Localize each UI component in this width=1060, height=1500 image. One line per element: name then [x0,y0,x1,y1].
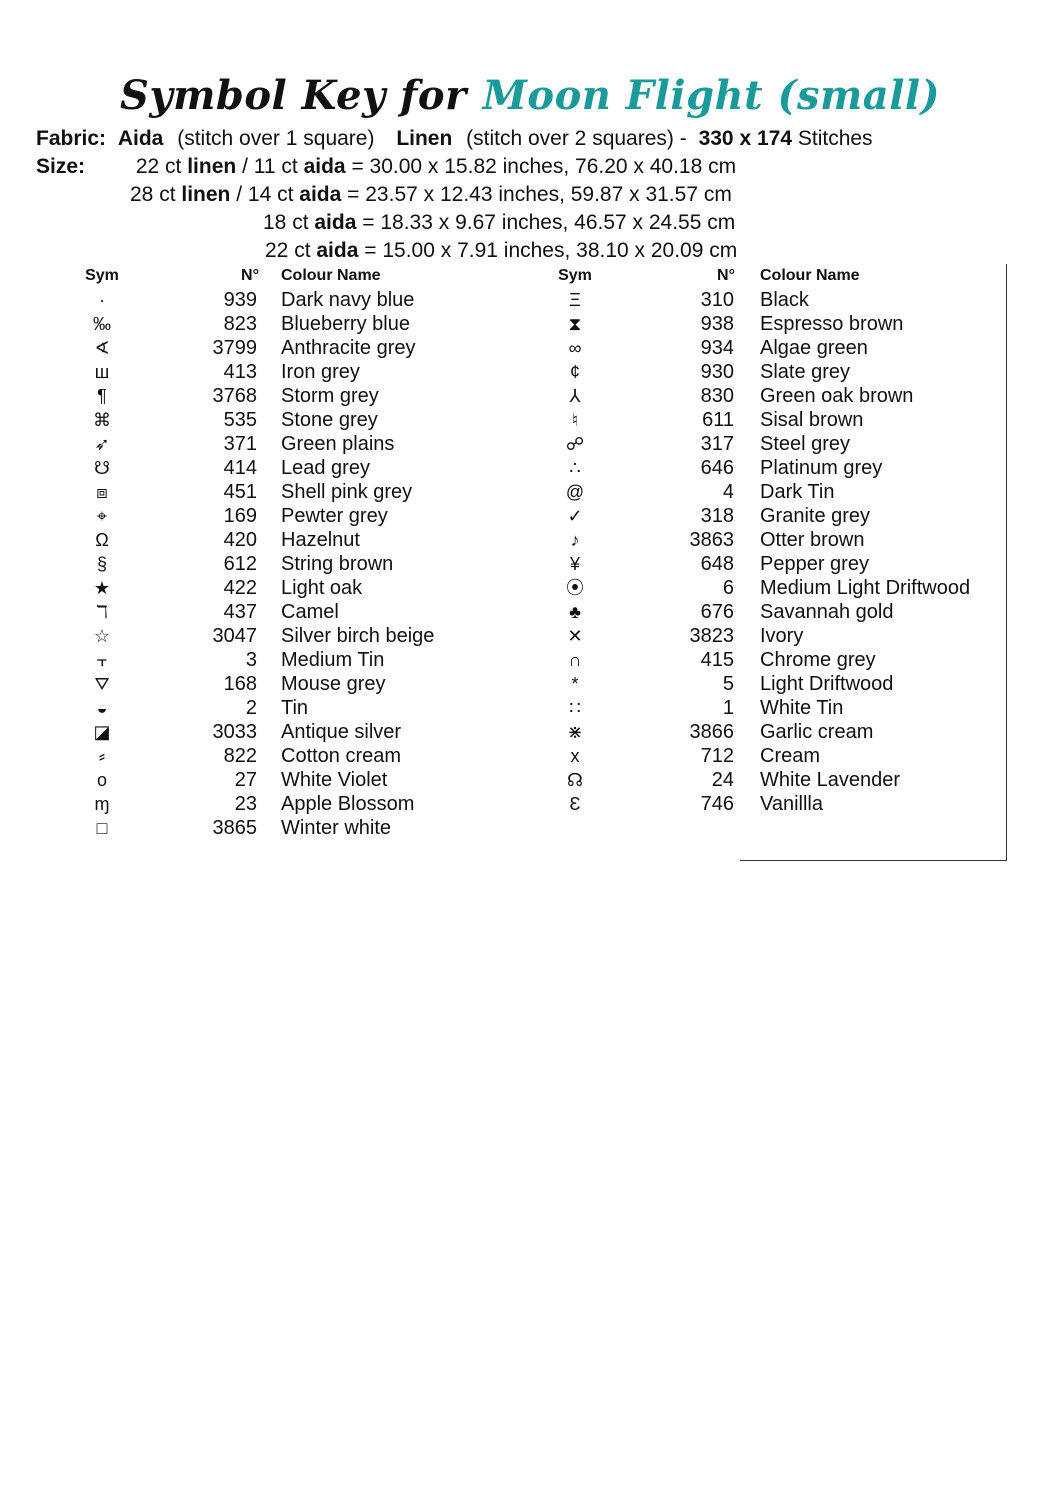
fabric-label: Fabric: [36,127,107,150]
colour-number: 612 [223,553,257,575]
colour-name: Cotton cream [281,745,402,767]
fabric-linen: Linen [396,127,453,150]
stitch-symbol: ⋇ [567,722,583,742]
stitch-symbol: ∴ [569,458,581,478]
colour-name: Silver birch beige [281,625,435,647]
colour-name: Light oak [281,577,363,599]
table-row [545,480,1060,504]
stitch-symbol: ✕ [567,626,583,646]
stitch-symbol: ★ [93,578,111,598]
table-row [545,384,1060,408]
colour-name: Otter brown [760,529,865,551]
table-row [545,456,1060,480]
fabric-aida: Aida [117,127,164,150]
colour-name: Mouse grey [281,673,386,695]
stitch-symbol: ‰ [93,314,111,334]
colour-name: Shell pink grey [281,481,413,503]
stitch-symbol: ♪ [570,530,580,550]
size-line-2 [130,183,732,207]
colour-number: 830 [700,385,734,407]
stitch-symbol: Ω [95,530,109,550]
colour-name: Hazelnut [281,529,360,551]
size-fabric: aida [316,239,359,262]
table-row [72,360,592,384]
colour-number: 930 [700,361,734,383]
table-row [72,600,592,624]
table-row [72,792,592,816]
fabric-line [36,127,873,151]
colour-number: 169 [223,505,257,527]
table-row [545,648,1060,672]
colour-name: Pewter grey [281,505,388,527]
colour-number: 822 [223,745,257,767]
colour-name: White Lavender [760,769,901,791]
colour-number: 415 [700,649,734,671]
stitch-symbol: ɱ [94,794,110,814]
table-row [72,672,592,696]
stitch-symbol: ¢ [569,362,580,382]
colour-name: Platinum grey [760,457,883,479]
table-header [545,264,1060,288]
colour-name: Tin [281,697,309,719]
colour-number: 676 [700,601,734,623]
colour-number: 23 [234,793,257,815]
colour-name: Slate grey [760,361,851,383]
stitch-symbol: Ξ [569,290,581,310]
stitch-symbol: ◪ [93,722,111,742]
colour-number: 2 [245,697,257,719]
size-fabric: linen [187,155,237,178]
colour-number: 746 [700,793,734,815]
colour-number: 6 [722,577,734,599]
table-row [545,312,1060,336]
size-dimensions: = 30.00 x 15.82 inches, 76.20 x 40.18 cm [351,155,737,178]
table-row [545,552,1060,576]
colour-name: Dark Tin [760,481,835,503]
stitch-symbol: ⌖ [96,506,108,526]
colour-name: Winter white [281,817,392,839]
size-dimensions: = 18.33 x 9.67 inches, 46.57 x 24.55 cm [362,211,736,234]
symbol-table-right [545,264,1060,816]
stitches-word: Stitches [797,127,873,150]
colour-name-header: Colour Name [281,267,381,284]
colour-number: 3863 [689,529,734,551]
colour-name: Pepper grey [760,553,869,575]
stitch-symbol: ∷ [569,698,581,718]
colour-number: 648 [700,553,734,575]
size-dimensions: = 23.57 x 12.43 inches, 59.87 x 31.57 cm [347,183,732,206]
table-row [72,528,592,552]
table-row [545,288,1060,312]
size-count: 18 ct [263,211,309,234]
table-row [72,312,592,336]
stitch-symbol: ♮ [571,410,579,430]
colour-number: 535 [223,409,257,431]
colour-name: Storm grey [281,385,379,407]
colour-number: 3866 [689,721,734,743]
size-label: Size: [36,155,86,178]
colour-number: 3033 [212,721,257,743]
stitch-symbol: ⧗ [568,314,582,334]
table-row [545,624,1060,648]
colour-number: 413 [223,361,257,383]
size-line-1 [36,155,736,179]
fabric-linen-note: (stitch over 2 squares) - [466,127,687,150]
colour-number: 27 [234,769,257,791]
table-border-bottom [740,860,1007,861]
table-row [545,576,1060,600]
stitch-symbol: ☍ [565,434,585,454]
colour-name: Anthracite grey [281,337,416,359]
table-row [72,624,592,648]
table-row [72,720,592,744]
colour-name: Light Driftwood [760,673,894,695]
colour-number: 371 [223,433,257,455]
colour-number: 317 [700,433,734,455]
colour-number: 3 [245,649,257,671]
table-row [545,744,1060,768]
sym-header: Sym [558,267,592,284]
stitch-symbol: o [96,770,107,790]
table-row [545,720,1060,744]
colour-name: Camel [281,601,339,623]
size-fabric: linen [181,183,231,206]
size-fabric-alt: aida [299,183,342,206]
colour-name: String brown [281,553,394,575]
table-row [545,432,1060,456]
stitch-symbol: ⫟ [96,650,108,670]
stitch-count: 330 x 174 [698,127,793,150]
table-row [545,600,1060,624]
stitch-symbol: ¶ [97,386,107,406]
symbol-table-left [72,264,592,840]
colour-name: Apple Blossom [281,793,415,815]
colour-name: Vanillla [760,793,823,815]
colour-number: 310 [700,289,734,311]
colour-number: 437 [223,601,257,623]
stitch-symbol: ➶ [94,434,110,454]
colour-name: Ivory [760,625,804,647]
table-row [72,336,592,360]
table-row [545,672,1060,696]
stitch-symbol: ♣ [569,602,581,622]
table-row [545,696,1060,720]
stitch-symbol: ∞ [568,338,582,358]
stitch-symbol: ш [94,362,110,382]
colour-name: Dark navy blue [281,289,415,311]
stitch-symbol: x [570,746,580,766]
colour-name: Cream [760,745,821,767]
table-row [72,432,592,456]
colour-number: 24 [711,769,734,791]
colour-name: Antique silver [281,721,402,743]
size-count: 28 ct [130,183,176,206]
table-header [72,264,592,288]
title-prefix: Symbol Key for [119,72,467,119]
colour-number: 3768 [212,385,257,407]
colour-number: 451 [223,481,257,503]
stitch-symbol: ⌘ [93,410,111,430]
colour-name: Lead grey [281,457,370,479]
stitch-symbol: □ [96,818,108,838]
pattern-name: Moon Flight (small) [482,72,941,119]
stitch-symbol: ☋ [94,458,110,478]
table-border-right [1006,264,1007,860]
colour-number: 646 [700,457,734,479]
table-row [72,768,592,792]
table-row [545,528,1060,552]
table-row [72,552,592,576]
colour-number: 414 [223,457,257,479]
colour-number: 4 [722,481,734,503]
colour-number: 1 [722,697,734,719]
table-row [545,360,1060,384]
colour-number: 318 [700,505,734,527]
colour-name: Green plains [281,433,395,455]
table-row [72,480,592,504]
colour-name: White Tin [760,697,844,719]
colour-name: Medium Tin [281,649,385,671]
stitch-symbol: ∢ [94,338,110,358]
stitch-symbol: ℸ [96,602,108,622]
colour-number: 611 [702,409,734,431]
page-title [0,72,1060,119]
colour-number: 422 [223,577,257,599]
colour-name: White Violet [281,769,388,791]
number-header: N° [717,267,735,284]
table-row [72,816,592,840]
colour-number: 939 [223,289,257,311]
stitch-symbol: Ɛ [569,794,581,814]
table-row [72,504,592,528]
table-row [545,768,1060,792]
stitch-symbol: ¥ [569,554,580,574]
colour-name: Medium Light Driftwood [760,577,971,599]
size-count: 22 ct [265,239,311,262]
colour-name: Sisal brown [760,409,864,431]
size-dimensions: = 15.00 x 7.91 inches, 38.10 x 20.09 cm [364,239,738,262]
colour-name: Garlic cream [760,721,874,743]
stitch-symbol: * [571,674,579,694]
stitch-symbol: ∩ [568,650,582,670]
table-row [72,384,592,408]
colour-number: 3047 [212,625,257,647]
colour-name: Stone grey [281,409,378,431]
colour-name: Savannah gold [760,601,894,623]
colour-name: Granite grey [760,505,871,527]
table-row [72,744,592,768]
colour-name: Blueberry blue [281,313,410,335]
table-row [545,792,1060,816]
colour-number: 420 [223,529,257,551]
stitch-symbol: ⸗ [99,746,105,766]
table-row [72,408,592,432]
table-row [72,576,592,600]
colour-number: 3799 [212,337,257,359]
colour-name: Iron grey [281,361,360,383]
stitch-symbol: · [99,290,105,310]
colour-name: Algae green [760,337,868,359]
stitch-symbol: ⧈ [96,482,108,502]
table-row [545,408,1060,432]
stitch-symbol: ☊ [567,770,583,790]
stitch-symbol: ⦿ [566,578,584,598]
stitch-symbol: ☆ [93,626,111,646]
table-row [72,696,592,720]
size-count: 22 ct [135,155,182,178]
sym-header: Sym [85,267,119,284]
table-row [72,456,592,480]
colour-name: Steel grey [760,433,851,455]
colour-name-header: Colour Name [760,267,860,284]
table-row [72,648,592,672]
number-header: N° [241,267,259,284]
table-row [72,288,592,312]
size-count-alt: / 11 ct [242,155,298,178]
colour-number: 934 [700,337,734,359]
table-row [545,504,1060,528]
stitch-symbol: ⛛ [94,674,110,694]
size-fabric: aida [314,211,357,234]
fabric-aida-note: (stitch over 1 square) [177,127,375,150]
stitch-symbol: ⅄ [569,386,581,406]
colour-name: Green oak brown [760,385,914,407]
stitch-symbol: ✓ [567,506,583,526]
table-row [545,336,1060,360]
colour-name: Espresso brown [760,313,904,335]
colour-number: 5 [722,673,734,695]
size-line-3 [263,211,735,235]
colour-name: Chrome grey [760,649,876,671]
size-line-4 [265,239,737,263]
colour-number: 712 [700,745,734,767]
colour-number: 3823 [689,625,734,647]
colour-number: 938 [700,313,734,335]
stitch-symbol: ◒ [96,698,108,718]
stitch-symbol: @ [565,482,585,502]
colour-number: 168 [223,673,257,695]
size-count-alt: / 14 ct [236,183,294,206]
stitch-symbol: § [96,554,107,574]
colour-name: Black [760,289,809,311]
size-fabric-alt: aida [303,155,346,178]
colour-number: 823 [223,313,257,335]
colour-number: 3865 [212,817,257,839]
